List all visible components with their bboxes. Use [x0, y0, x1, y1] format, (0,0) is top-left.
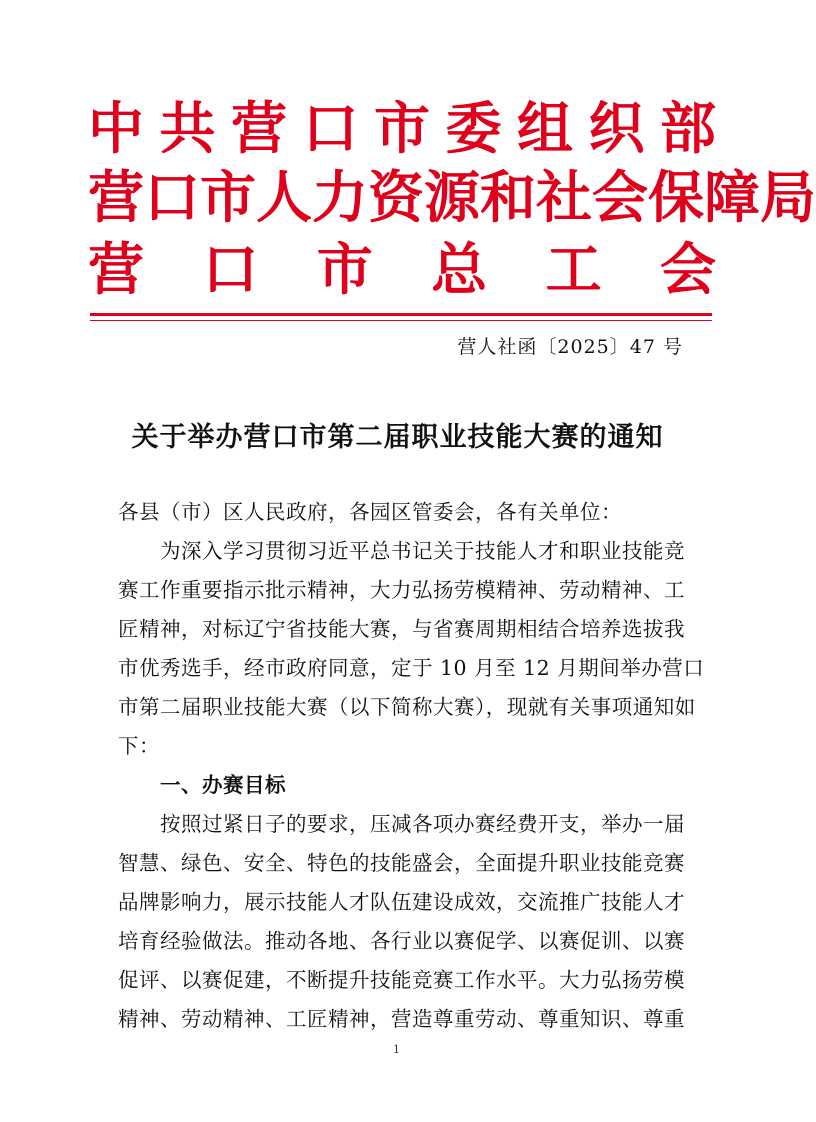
issuer-line-federation-of-trade-unions	[88, 238, 716, 304]
issuer-character: 市	[374, 97, 430, 162]
intro-line: 赛工作重要指示批示精神，大力弘扬劳模精神、劳动精神、工	[118, 578, 685, 602]
addressee-line: 各县（市）区人民政府，各园区管委会，各有关单位：	[118, 500, 622, 524]
section-heading-goals: 一、办赛目标	[160, 773, 286, 797]
issuer-character: 部	[660, 97, 716, 162]
issuer-character: 资	[368, 166, 424, 231]
issuer-character: 保	[648, 166, 704, 231]
issuer-character: 和	[480, 166, 536, 231]
issuer-line-organization-department	[88, 97, 716, 163]
issuer-character: 织	[588, 97, 645, 162]
intro-line: 为深入学习贯彻习近平总书记关于技能人才和职业技能竞	[160, 539, 685, 563]
issuer-character: 口	[144, 166, 200, 231]
issuer-character: 委	[445, 97, 502, 162]
document-number: 营人社函〔2025〕47 号	[457, 336, 683, 358]
issuer-character: 人	[256, 166, 312, 231]
issuer-character: 口	[202, 238, 259, 303]
intro-line: 市优秀选手，经市政府同意，定于 10 月至 12 月期间举办营口	[118, 656, 705, 680]
section-body-line: 按照过紧日子的要求，压减各项办赛经费开支，举办一届	[160, 812, 685, 836]
issuer-character: 市	[316, 238, 373, 303]
red-header-rule-thick	[90, 313, 712, 316]
red-header-rule-thin	[90, 320, 712, 321]
issuer-line-hr-social-security-bureau	[88, 166, 816, 232]
intro-line: 下：	[118, 734, 160, 758]
issuer-character: 障	[704, 166, 760, 231]
issuer-character: 会	[592, 166, 648, 231]
intro-line: 市第二届职业技能大赛（以下简称大赛），现就有关事项通知如	[118, 695, 696, 719]
issuer-character: 社	[536, 166, 592, 231]
issuer-character: 总	[431, 238, 488, 303]
issuer-character: 会	[659, 238, 716, 303]
issuer-character: 口	[302, 97, 359, 162]
issuer-character: 力	[312, 166, 368, 231]
issuer-character: 营	[88, 166, 144, 231]
section-body-line: 培育经验做法。推动各地、各行业以赛促学、以赛促训、以赛	[118, 929, 685, 953]
section-body-line: 品牌影响力，展示技能人才队伍建设成效，交流推广技能人才	[118, 890, 685, 914]
issuer-character: 组	[517, 97, 573, 162]
issuer-character: 共	[159, 97, 216, 162]
intro-line: 匠精神，对标辽宁省技能大赛，与省赛周期相结合培养选拔我	[118, 617, 685, 641]
page-number: 1	[393, 1043, 400, 1056]
issuer-character: 局	[760, 166, 816, 231]
issuer-character: 营	[231, 97, 287, 162]
section-body-line: 智慧、绿色、安全、特色的技能盛会，全面提升职业技能竞赛	[118, 851, 685, 875]
issuer-character: 源	[424, 166, 480, 231]
section-body-line: 精神、劳动精神、工匠精神，营造尊重劳动、尊重知识、尊重	[118, 1007, 685, 1031]
issuer-character: 工	[545, 238, 602, 303]
section-body-line: 促评、以赛促建，不断提升技能竞赛工作水平。大力弘扬劳模	[118, 968, 685, 992]
issuer-character: 营	[88, 238, 144, 303]
document-title: 关于举办营口市第二届职业技能大赛的通知	[131, 422, 664, 453]
issuer-character: 市	[200, 166, 256, 231]
issuer-character: 中	[88, 97, 144, 162]
